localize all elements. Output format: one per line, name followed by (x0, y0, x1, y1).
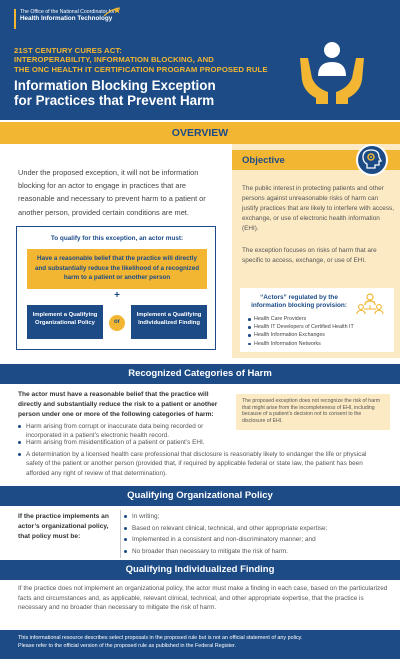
harm-item: Harm arising from corrupt or inaccurate data being recorded or incorporated in a patient’s electronic health record. (18, 422, 230, 441)
head-gear-icon (356, 144, 388, 176)
indiv-finding-option-text: Implement a Qualifying Individualized Finding (136, 312, 202, 326)
org-policy-item: No broader than necessary to mitigate the risk of harm. (124, 546, 384, 558)
actor-item: Health IT Developers of Certified Health IT (248, 323, 388, 331)
harm-item: Harm arising from misidentification of a patient or patient’s EHI. (18, 438, 230, 447)
actor-item: Health Care Providers (248, 315, 388, 323)
org-policy-item: Based on relevant clinical, technical, and other appropriate expertise; (124, 523, 384, 535)
qualify-box (16, 226, 216, 350)
page-title (14, 78, 284, 108)
cures-line-2: INTEROPERABILITY, INFORMATION BLOCKING, AND (14, 55, 214, 65)
overview-intro: Under the proposed exception, it will not be information blocking for an actor to engage in practices that are reasonable and necessary to prevent harm to a patient or another person, provided certain conditions are met. (18, 168, 206, 217)
org-policy-option (27, 305, 103, 339)
logo-swoosh-icon (103, 6, 121, 18)
actor-item: Health Information Exchanges (248, 331, 388, 339)
indiv-finding-text: If the practice does not implement an organizational policy, the actor must make a finding in each case, based on the particularized facts and circumstances and, as applicable, relevant clinical, technical, and other appropriate expertise, that the practice is necessary and no broader than necessary to mitigate the risk of harm. (18, 585, 388, 612)
or-text: or (114, 319, 120, 325)
actor-item: Health Information Networks (248, 340, 388, 348)
objective-paragraph-2: The exception focuses on risks of harm that are specific to access, exchange, or use of EHI. (242, 247, 377, 264)
objective-paragraph-1: The public interest in protecting patients and other persons against unreasonable risks of harm can justify practices that are likely to interfere with access, exchange, or use of electronic health information (EHI). (242, 185, 395, 232)
indiv-finding-label: Qualifying Individualized Finding (125, 564, 275, 575)
objective-header (232, 150, 400, 170)
people-network-icon (356, 292, 384, 316)
org-policy-bar (0, 486, 400, 506)
reasonable-belief-box (27, 249, 207, 289)
overview-label: OVERVIEW (171, 127, 229, 139)
or-badge (109, 315, 125, 331)
footer (0, 630, 400, 659)
reasonable-belief-text: Have a reasonable belief that the practice will directly and substantially reduce the likelihood of a recognized harm to a patient or another person (34, 255, 200, 281)
overview-bar (0, 122, 400, 144)
indiv-finding-bar (0, 560, 400, 580)
footer-text (18, 634, 388, 651)
logo-line-2: Health Information Technology (20, 15, 113, 23)
actors-heading: “Actors” regulated by the information blocking provision: (251, 294, 347, 309)
org-policy-list (124, 511, 384, 557)
org-policy-item: Implemented in a consistent and non-discriminatory manner; and (124, 534, 384, 546)
footer-line-1: This informational resource describes select proposals in the proposed rule but is not an official statement of any policy. (18, 635, 303, 641)
actors-box (240, 288, 394, 352)
org-policy-lead: If the practice implements an actor’s organizational policy, that policy must be: (18, 513, 109, 540)
title-line-1: Information Blocking Exception (14, 78, 216, 93)
plus-sign: + (114, 290, 120, 301)
logo-rule (14, 9, 16, 29)
harm-list-2 (18, 438, 230, 447)
harm-label: Recognized Categories of Harm (128, 368, 272, 379)
harm-list-3 (18, 450, 384, 478)
objective-label: Objective (242, 155, 285, 166)
harm-intro: The actor must have a reasonable belief that the practice will directly and substantially reduce the risk to a patient or another person under one or more of the following categories of harm: (18, 391, 218, 418)
org-policy-item: In writing; (124, 511, 384, 523)
org-policy-label: Qualifying Organizational Policy (127, 490, 273, 501)
org-policy-divider (120, 510, 121, 558)
indiv-finding-option (131, 305, 207, 339)
actors-list (248, 315, 388, 348)
harm-note-text: The proposed exception does not recognize the risk of harm that might arise from the incompleteness of EHI, including because of a patient’s decision not to consent to the disclosure of EHI. (242, 398, 381, 424)
harm-item: A determination by a licensed health care professional that disclosure is reasonably likely to endanger the life or physical safety of the patient or another person (provided that, if required by applicable federal or state law, the patient has been afforded any right of review of that determination). (18, 450, 384, 478)
qualify-heading: To qualify for this exception, an actor must: (50, 235, 184, 242)
footer-line-2: Please refer to the official version of the proposed rule as published in the Federal Register. (18, 643, 237, 650)
org-policy-option-text: Implement a Qualifying Organizational Policy (32, 312, 98, 326)
harm-note-box (236, 394, 390, 430)
objective-panel (232, 144, 400, 358)
cures-line-1: 21ST CENTURY CURES ACT: (14, 46, 122, 55)
cures-line-3: THE ONC HEALTH IT CERTIFICATION PROGRAM PROPOSED RULE (14, 64, 268, 74)
header-banner (0, 0, 400, 120)
hands-holding-person-icon (296, 36, 368, 106)
logo-line-1: The Office of the National Coordinator for (20, 9, 115, 15)
cures-act-heading (14, 46, 282, 74)
title-line-2: for Practices that Prevent Harm (14, 93, 215, 108)
harm-bar (0, 364, 400, 384)
